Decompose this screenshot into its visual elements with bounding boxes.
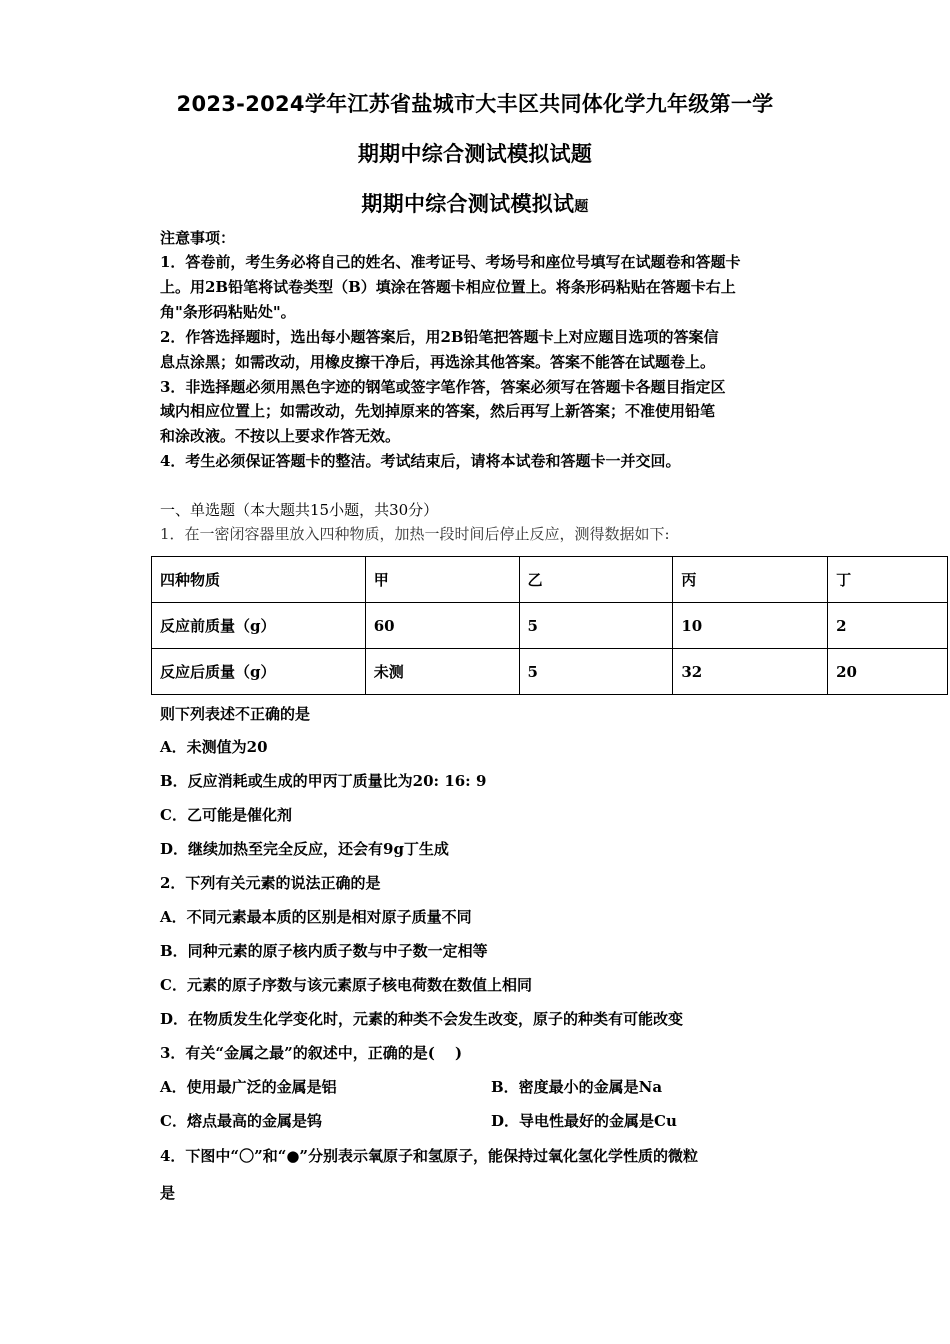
table-cell: 丁 — [828, 557, 948, 603]
notice-line: 角"条形码粘贴处"。 — [160, 303, 296, 321]
notice-line: 4．考生必须保证答题卡的整洁。考试结束后，请将本试卷和答题卡一并交回。 — [160, 452, 681, 470]
table-cell: 5 — [519, 603, 673, 649]
table-cell: 60 — [365, 603, 519, 649]
q1-option-a: A．未测值为20 — [160, 738, 268, 756]
notice-line: 3．非选择题必须用黑色字迹的钢笔或签字笔作答，答案必须写在答题卡各题目指定区 — [160, 378, 726, 396]
q1-option-b: B．反应消耗或生成的甲丙丁质量比为20: 16: 9 — [160, 772, 487, 790]
q3-option-c: C．熔点最高的金属是钨 — [160, 1112, 322, 1130]
table-cell: 甲 — [365, 557, 519, 603]
notice-line: 息点涂黑；如需改动，用橡皮擦干净后，再选涂其他答案。答案不能答在试题卷上。 — [160, 353, 716, 371]
table-cell: 10 — [673, 603, 828, 649]
q1-question: 则下列表述不正确的是 — [160, 705, 311, 723]
title-line-3-tail: 题 — [574, 199, 589, 215]
table-cell: 四种物质 — [152, 557, 366, 603]
table-cell: 5 — [519, 649, 673, 695]
title-line-3-main: 期期中综合测试模拟试 — [361, 192, 575, 216]
q2-stem: 2．下列有关元素的说法正确的是 — [160, 874, 381, 892]
title-line-1: 2023-2024学年江苏省盐城市大丰区共同体化学九年级第一学 — [176, 92, 774, 116]
notice-line: 域内相应位置上；如需改动，先划掉原来的答案，然后再写上新答案；不准使用铅笔 — [160, 402, 716, 420]
q3-option-d: D．导电性最好的金属是Cu — [491, 1112, 677, 1130]
q1-data-table — [151, 556, 948, 695]
table-cell: 未测 — [365, 649, 519, 695]
table-cell: 乙 — [519, 557, 673, 603]
q3-option-a: A．使用最广泛的金属是铝 — [160, 1078, 337, 1096]
q1-option-c: C．乙可能是催化剂 — [160, 806, 292, 824]
notice-line: 和涂改液。不按以上要求作答无效。 — [160, 427, 401, 445]
title-line-2: 期期中综合测试模拟试题 — [357, 142, 593, 166]
q2-option-c: C．元素的原子序数与该元素原子核电荷数在数值上相同 — [160, 976, 532, 994]
notice-heading: 注意事项： — [160, 229, 236, 247]
q4-stem-line-2: 是 — [160, 1184, 176, 1202]
notice-line: 2．作答选择题时，选出每小题答案后，用2B铅笔把答题卡上对应题目选项的答案信 — [160, 328, 719, 346]
q2-option-a: A．不同元素最本质的区别是相对原子质量不同 — [160, 908, 472, 926]
q2-option-d: D．在物质发生化学变化时，元素的种类不会发生改变，原子的种类有可能改变 — [160, 1010, 684, 1028]
table-cell: 20 — [828, 649, 948, 695]
q4-stem-line-1: 4．下图中“〇”和“●”分别表示氧原子和氢原子，能保持过氧化氢化学性质的微粒 — [160, 1147, 699, 1165]
q1-option-d: D．继续加热至完全反应，还会有9g丁生成 — [160, 840, 449, 858]
table-cell: 丙 — [673, 557, 828, 603]
table-row — [152, 603, 948, 649]
title-line-3 — [0, 188, 950, 218]
q1-stem: 1．在一密闭容器里放入四种物质，加热一段时间后停止反应，测得数据如下: — [160, 525, 670, 543]
table-row — [152, 649, 948, 695]
table-cell: 反应后质量（g） — [152, 649, 366, 695]
section-heading: 一、单选题（本大题共15小题，共30分） — [160, 501, 439, 519]
table-cell: 反应前质量（g） — [152, 603, 366, 649]
table-cell: 32 — [673, 649, 828, 695]
notice-line: 1．答卷前，考生务必将自己的姓名、准考证号、考场号和座位号填写在试题卷和答题卡 — [160, 253, 741, 271]
q2-option-b: B．同种元素的原子核内质子数与中子数一定相等 — [160, 942, 488, 960]
q3-option-b: B．密度最小的金属是Na — [491, 1078, 663, 1096]
q3-stem: 3．有关“金属之最”的叙述中，正确的是( ) — [160, 1044, 463, 1062]
table-header-row — [152, 557, 948, 603]
table-cell: 2 — [828, 603, 948, 649]
notice-line: 上。用2B铅笔将试卷类型（B）填涂在答题卡相应位置上。将条形码粘贴在答题卡右上 — [160, 278, 736, 296]
